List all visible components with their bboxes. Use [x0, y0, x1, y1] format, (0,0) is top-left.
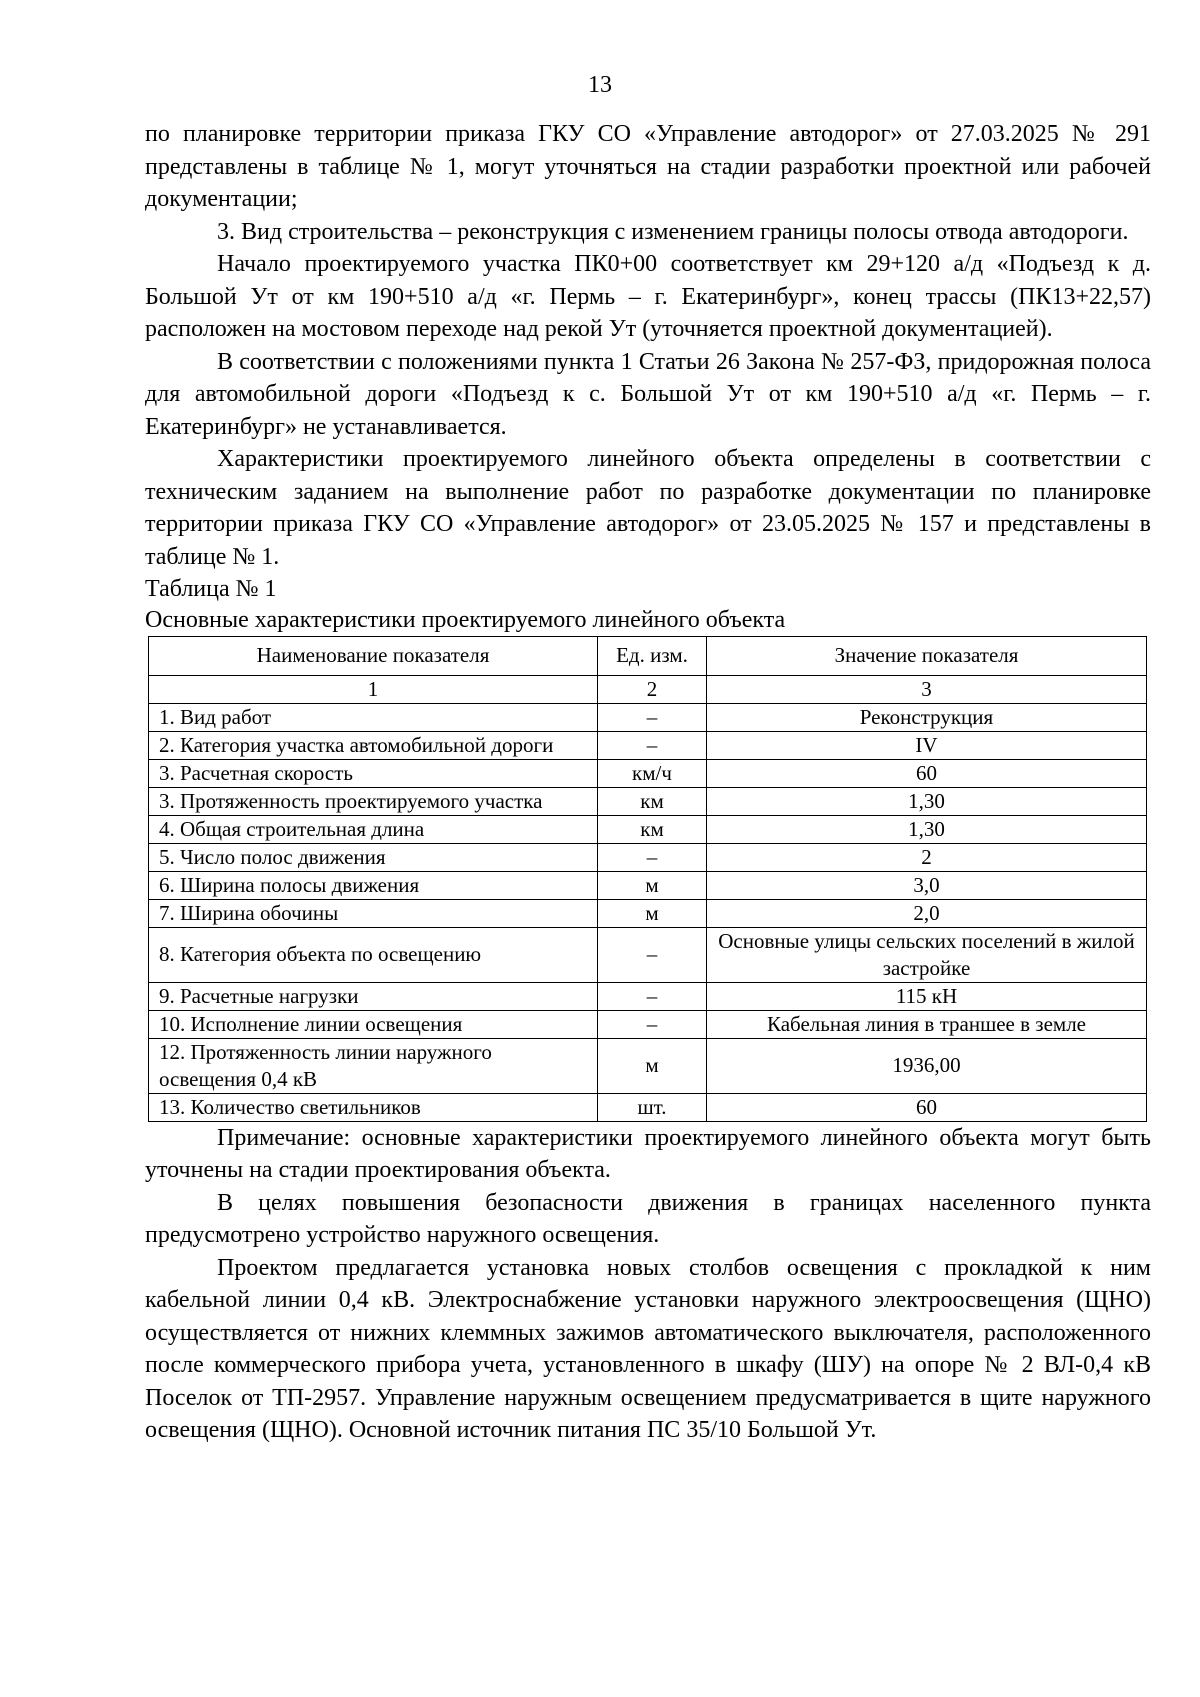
body-paragraph: В целях повышения безопасности движения в границах населенного пункта предусмотрено устройство наружного освещения. — [145, 1189, 1151, 1248]
cell-name: 13. Количество светильников — [149, 1093, 598, 1121]
table-row — [149, 899, 1147, 927]
cell-value: IV — [707, 731, 1147, 759]
table-header-row — [149, 636, 1147, 675]
cell-unit: км — [598, 787, 707, 815]
table-title: Основные характеристики проектируемого линейного объекта — [145, 606, 786, 633]
body-paragraph: Характеристики проектируемого линейного объекта определены в соответствии с техническим заданием на выполнение работ по разработке документации по планировке территории приказа ГКУ СО «Управление автодорог» от 23.05.2025 № 157 и представлены в таблице № 1. — [145, 446, 1151, 570]
cell-name: 5. Число полос движения — [149, 843, 598, 871]
cell-unit: – — [598, 843, 707, 871]
table-row — [149, 1093, 1147, 1121]
table-row — [149, 815, 1147, 843]
table-row — [149, 703, 1147, 731]
cell-value: 1,30 — [707, 815, 1147, 843]
cell-name: 4. Общая строительная длина — [149, 815, 598, 843]
cell-unit: – — [598, 982, 707, 1010]
table-label: Таблица № 1 — [145, 576, 277, 602]
column-number-1: 1 — [149, 675, 598, 703]
table-row — [149, 982, 1147, 1010]
cell-name: 12. Протяженность линии наружного освещения 0,4 кВ — [149, 1038, 598, 1093]
paragraphs-before-table — [145, 118, 1151, 573]
table-row — [149, 787, 1147, 815]
characteristics-table — [148, 636, 1147, 1122]
header-name: Наименование показателя — [149, 636, 598, 675]
body-paragraph: 3. Вид строительства – реконструкция с изменением границы полосы отвода автодороги. — [217, 218, 1129, 245]
cell-unit: – — [598, 1010, 707, 1038]
cell-value: 60 — [707, 759, 1147, 787]
body-paragraph: В соответствии с положениями пункта 1 Статьи 26 Закона № 257-ФЗ, придорожная полоса для автомобильной дороги «Подъезд к с. Большой Ут от км 190+510 а/д «г. Пермь – г. Екатеринбург» не устанавливается. — [145, 348, 1151, 440]
table-row — [149, 759, 1147, 787]
cell-unit: м — [598, 1038, 707, 1093]
cell-value: 1,30 — [707, 787, 1147, 815]
cell-name: 1. Вид работ — [149, 703, 598, 731]
cell-value: Реконструкция — [707, 703, 1147, 731]
cell-value: 60 — [707, 1093, 1147, 1121]
cell-name: 8. Категория объекта по освещению — [149, 927, 598, 982]
cell-unit: – — [598, 703, 707, 731]
cell-value: 1936,00 — [707, 1038, 1147, 1093]
cell-unit: шт. — [598, 1093, 707, 1121]
cell-value: Кабельная линия в траншее в земле — [707, 1010, 1147, 1038]
body-paragraph: Проектом предлагается установка новых столбов освещения с прокладкой к ним кабельной линии 0,4 кВ. Электроснабжение установки наружного электроосвещения (ЩНО) осуществляется от нижних клеммных зажимов автоматического выключателя, расположенного после коммерческого прибора учета, установленного в шкафу (ШУ) на опоре № 2 ВЛ-0,4 кВ Поселок от ТП-2957. Управление наружным освещением предусматривается в щите наружного освещения (ЩНО). Основной источник питания ПС 35/10 Большой Ут. — [145, 1254, 1151, 1443]
document-body — [145, 118, 1151, 1447]
cell-unit: м — [598, 871, 707, 899]
table-row — [149, 1038, 1147, 1093]
cell-name: 10. Исполнение линии освещения — [149, 1010, 598, 1038]
cell-name: 3. Протяженность проектируемого участка — [149, 787, 598, 815]
cell-value: Основные улицы сельских поселений в жилой застройке — [707, 927, 1147, 982]
body-paragraph: Начало проектируемого участка ПК0+00 соответствует км 29+120 а/д «Подъезд к д. Большой Ут от км 190+510 а/д «г. Пермь – г. Екатеринбург», конец трассы (ПК13+22,57) расположен на мостовом переходе над рекой Ут (уточняется проектной документацией). — [145, 251, 1151, 342]
column-number-2: 2 — [598, 675, 707, 703]
cell-unit: – — [598, 731, 707, 759]
paragraphs-after-table — [145, 1122, 1151, 1447]
cell-name: 2. Категория участка автомобильной дороги — [149, 731, 598, 759]
table-row — [149, 843, 1147, 871]
cell-unit: м — [598, 899, 707, 927]
cell-unit: – — [598, 927, 707, 982]
cell-name: 9. Расчетные нагрузки — [149, 982, 598, 1010]
cell-unit: км/ч — [598, 759, 707, 787]
page-number: 13 — [588, 72, 612, 98]
table-row — [149, 927, 1147, 982]
body-paragraph: по планировке территории приказа ГКУ СО «Управление автодорог» от 27.03.2025 № 291 представлены в таблице № 1, могут уточняться на стадии разработки проектной или рабочей документации; — [145, 121, 1151, 212]
cell-name: 6. Ширина полосы движения — [149, 871, 598, 899]
cell-unit: км — [598, 815, 707, 843]
cell-value: 115 кН — [707, 982, 1147, 1010]
column-number-3: 3 — [707, 675, 1147, 703]
body-paragraph: Примечание: основные характеристики проектируемого линейного объекта могут быть уточнены на стадии проектирования объекта. — [145, 1124, 1151, 1183]
table-row — [149, 871, 1147, 899]
cell-value: 2,0 — [707, 899, 1147, 927]
cell-name: 7. Ширина обочины — [149, 899, 598, 927]
cell-value: 2 — [707, 843, 1147, 871]
table-row — [149, 731, 1147, 759]
header-unit: Ед. изм. — [598, 636, 707, 675]
cell-name: 3. Расчетная скорость — [149, 759, 598, 787]
column-number-row — [149, 675, 1147, 703]
table-row — [149, 1010, 1147, 1038]
header-value: Значение показателя — [707, 636, 1147, 675]
cell-value: 3,0 — [707, 871, 1147, 899]
